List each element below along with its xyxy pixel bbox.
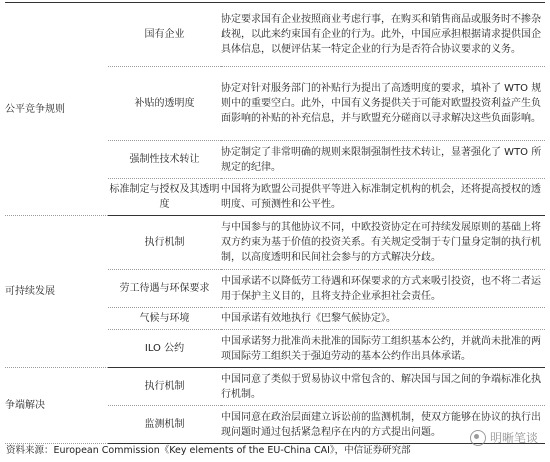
desc-soe: 协定要求国有企业按照商业考虑行事，在购买和销售商品或服务时不掺杂歧视，以此来约束国有企业的行为。此外，中国应承担根据请求提供国企具体信息，以便评估某一特定企业的行为是否符合协议要求的义务。: [221, 3, 545, 67]
desc-enforcement-ds: 中国同意了类似于贸易协议中常包含的、解决国与国之间的争端标准化执行机制。: [221, 368, 545, 406]
item-climate: 气候与环境: [108, 308, 221, 330]
desc-forced-tech-transfer: 协定制定了非常明确的规则来限制强制性技术转让，显著强化了 WTO 所规定的纪律。: [221, 141, 545, 179]
table-row: [5, 216, 545, 270]
item-subsidy-transparency: 补贴的透明度: [108, 67, 221, 141]
category-sustainable-development: 可持续发展: [5, 216, 108, 368]
desc-monitoring: 中国同意在政治层面建立诉讼前的监测机制，使双方能够在协议的执行出现问题时通过包括紧急程序在内的方式提出问题。: [221, 406, 545, 444]
category-dispute-settlement: 争端解决: [5, 368, 108, 444]
wechat-icon: [470, 430, 486, 446]
table-row: [5, 3, 545, 67]
item-ilo: ILO 公约: [108, 330, 221, 368]
cai-key-elements-table: [5, 2, 545, 444]
watermark-text: 明晰笔谈: [489, 431, 538, 445]
item-enforcement-sd: 执行机制: [108, 216, 221, 270]
watermark: [470, 429, 538, 446]
item-labour-environment: 劳工待遇与环保要求: [108, 270, 221, 308]
desc-ilo: 中国承诺努力批准尚未批准的国际劳工组织基本公约，并就尚未批准的两项国际劳工组织关于强迫劳动的基本公约作出具体承诺。: [221, 330, 545, 368]
desc-labour-environment: 中国承诺不以降低劳工待遇和环保要求的方式来吸引投资，也不将二者运用于保护主义目的，且将支持企业承担社会责任。: [221, 270, 545, 308]
cai-table-container: [5, 2, 545, 444]
item-monitoring: 监测机制: [108, 406, 221, 444]
table-row: [5, 368, 545, 406]
item-enforcement-ds: 执行机制: [108, 368, 221, 406]
desc-subsidy-transparency: 协定对针对服务部门的补贴行为提出了高透明度的要求，填补了 WTO 规则中的重要空白。此外，中国有义务提供关于可能对欧盟投资利益产生负面影响的补贴的补充信息，并与欧盟充分磋商以寻求解决这些负面影响。: [221, 67, 545, 141]
category-fair-competition: 公平竞争规则: [5, 3, 108, 216]
source-note: 资料来源：European Commission《Key elements of the EU-China CAI》，中信证券研究部: [6, 445, 411, 456]
desc-enforcement-sd: 与中国参与的其他协议不同，中欧投资协定在可持续发展原则的基础上将双方约束为基于价值的投资关系。有关规定受制于专门量身定制的执行机制，以高度透明和民间社会参与的方式解决分歧。: [221, 216, 545, 270]
desc-climate: 中国承诺有效地执行《巴黎气候协定》。: [221, 308, 545, 330]
item-standards: 标准制定与授权及其透明度: [108, 179, 221, 216]
item-forced-tech-transfer: 强制性技术转让: [108, 141, 221, 179]
item-soe: 国有企业: [108, 3, 221, 67]
desc-standards: 中国将为欧盟公司提供平等进入标准制定机构的机会，还将提高授权的透明度、可预测性和公平性。: [221, 179, 545, 216]
